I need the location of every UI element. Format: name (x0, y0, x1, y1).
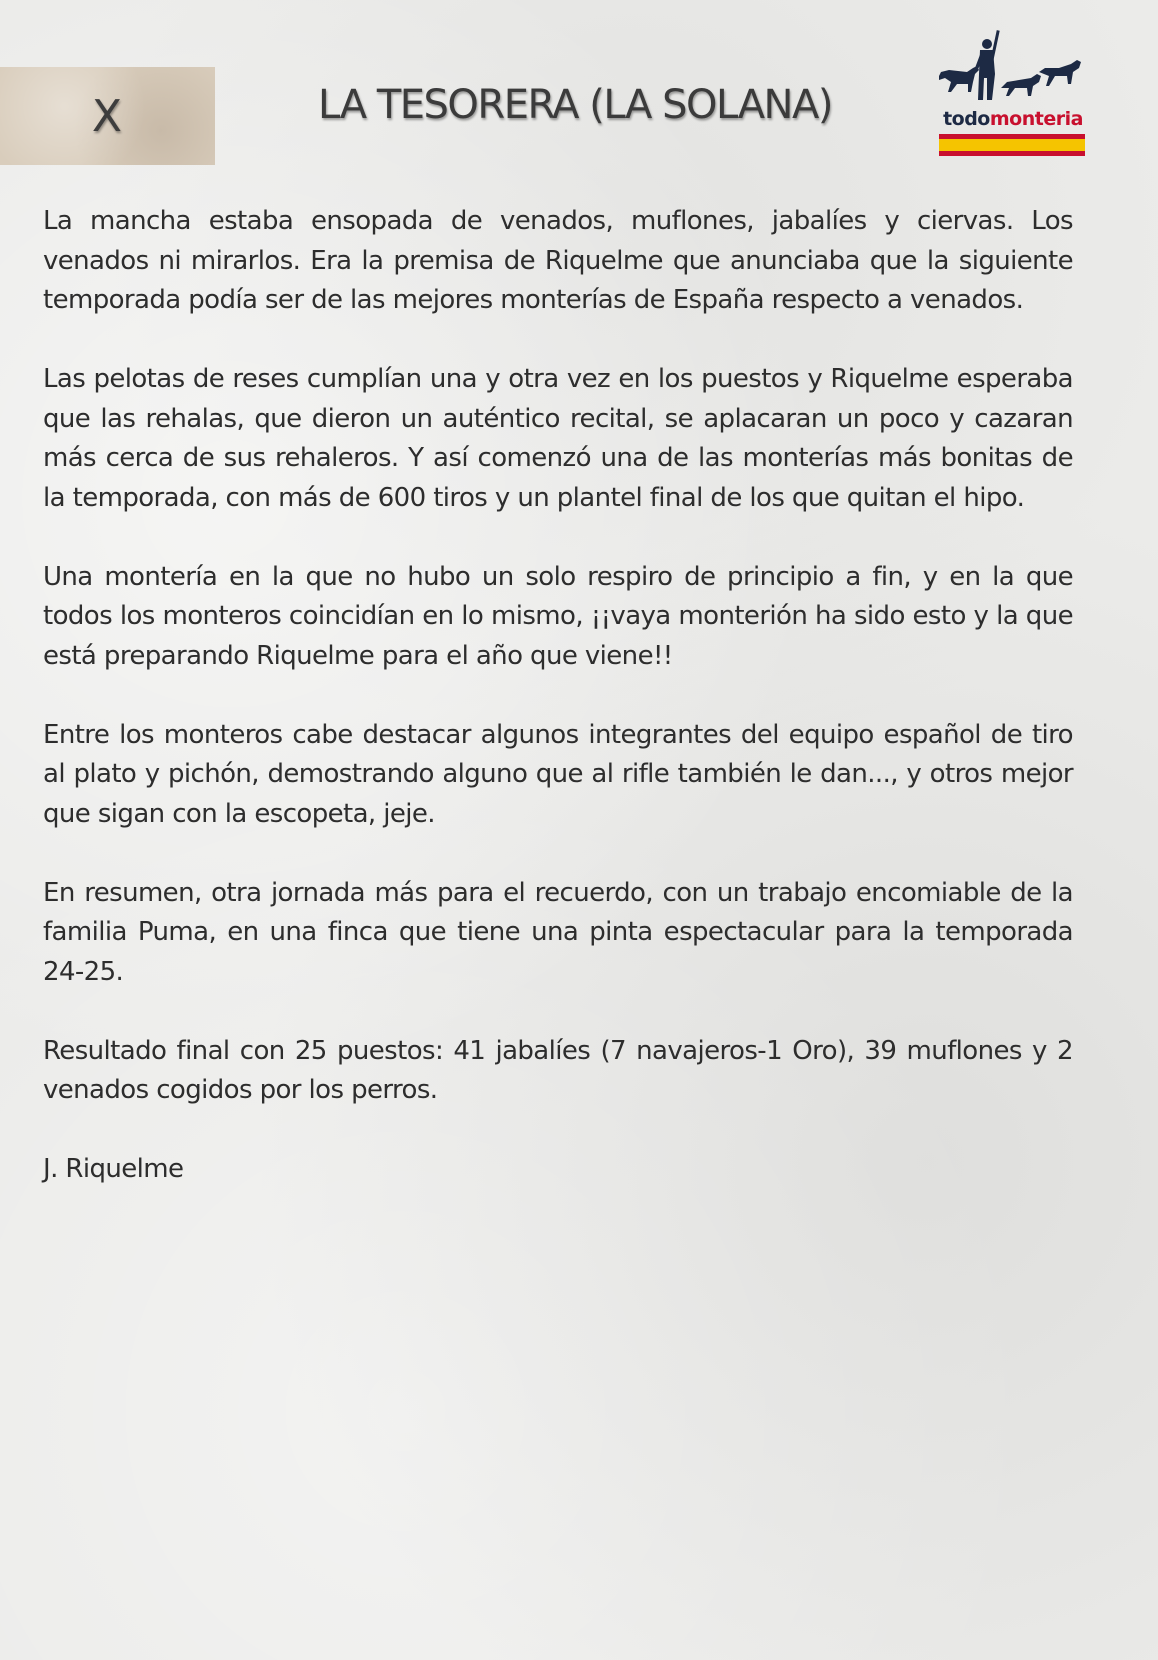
article-signature: J. Riquelme (43, 1154, 184, 1184)
article-paragraph-1: La mancha estaba ensopada de venados, muflones, jabalíes y ciervas. Los venados ni mirarlos. Era la premisa de Riquelme que anunciaba que la siguiente temporada podía ser de las mejores monterías de España respecto a venados. (43, 206, 1073, 315)
logo-wordmark-todo: todo (943, 108, 990, 130)
article-body (43, 202, 1073, 1229)
article-paragraph-4: Entre los monteros cabe destacar algunos integrantes del equipo español de tiro al plato y pichón, demostrando alguno que al rifle también le dan..., y otros mejor que sigan con la escopeta, jeje. (43, 719, 1073, 829)
logo-wordmark-monteria: monteria (989, 108, 1083, 130)
page-title: LA TESORERA (LA SOLANA) (318, 82, 832, 128)
chapter-badge (0, 67, 215, 165)
spain-flag-icon (939, 134, 1085, 156)
todomonteria-logo (935, 30, 1087, 162)
article-paragraph-2: Las pelotas de reses cumplían una y otra vez en los puestos y Riquelme esperaba que las rehalas, que dieron un auténtico recital, se aplacaran un poco y cazaran más cerca de sus rehaleros. Y así comenzó una de las monterías más bonitas de la temporada, con más de 600 tiros y un plantel final de los que quitan el hipo. (43, 364, 1073, 513)
chapter-number: X (91, 90, 124, 142)
article-paragraph-3: Una montería en la que no hubo un solo respiro de principio a fin, y en la que todos los monteros coincidían en lo mismo, ¡¡vaya monterión ha sido esto y la que está preparando Riquelme para el año que viene!! (43, 561, 1073, 671)
article-paragraph-5: En resumen, otra jornada más para el recuerdo, con un trabajo encomiable de la familia Puma, en una finca que tiene una pinta espectacular para la temporada 24-25. (43, 877, 1073, 987)
hunter-and-dogs-icon (935, 30, 1087, 108)
logo-wordmark (939, 108, 1087, 130)
article-paragraph-6: Resultado final con 25 puestos: 41 jabalíes (7 navajeros-1 Oro), 39 muflones y 2 venados cogidos por los perros. (43, 1035, 1073, 1105)
